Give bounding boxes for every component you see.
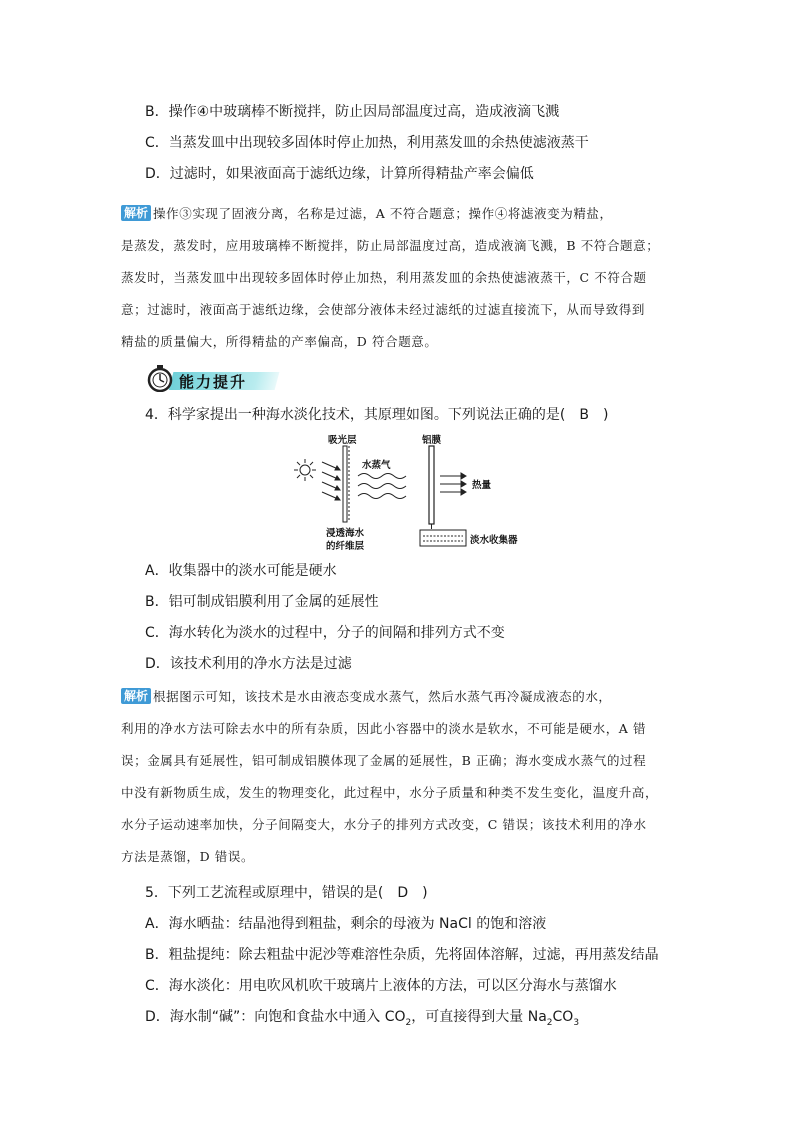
- subscript: 2: [405, 1017, 412, 1028]
- q3-option-c: C．当蒸发皿中出现较多固体时停止加热，利用蒸发皿的余热使滤液蒸干: [145, 135, 589, 151]
- analysis-line: 意；过滤时，液面高于滤纸边缘，会使部分液体未经过滤纸的过滤直接流下，从而导致得到: [121, 302, 646, 317]
- q5-option-b: B．粗盐提纯：除去粗盐中泥沙等难溶性杂质，先将固体溶解，过滤，再用蒸发结晶: [145, 947, 659, 963]
- absorb-layer: [343, 446, 347, 522]
- q4-analysis: [121, 681, 681, 873]
- q4-option-c: C．海水转化为淡水的过程中，分子的间隔和排列方式不变: [145, 625, 505, 641]
- q3-option-d: D．过滤时，如果液面高于滤纸边缘，计算所得精盐产率会偏低: [145, 166, 534, 182]
- subscript: 3: [573, 1017, 580, 1028]
- subscript: 2: [546, 1017, 553, 1028]
- section-title: 能力提升: [179, 373, 248, 391]
- analysis-line: 蒸发时，当蒸发皿中出现较多固体时停止加热，利用蒸发皿的余热使滤液蒸干，C 不符合题: [121, 270, 647, 285]
- q4-option-d: D．该技术利用的净水方法是过滤: [145, 656, 352, 672]
- analysis-line: 误；金属具有延展性，铝可制成铝膜体现了金属的延展性，B 正确；海水变成水蒸气的过程: [121, 753, 647, 768]
- q4-stem: 4．科学家提出一种海水淡化技术，其原理如图。下列说法正确的是( B ): [145, 407, 609, 423]
- aluminum-film: [429, 446, 434, 524]
- analysis-line: 是蒸发，蒸发时，应用玻璃棒不断搅拌，防止局部温度过高，造成液滴飞溅，B 不符合题意；: [121, 238, 660, 253]
- q5-d-text: D．海水制“碱”：向饱和食盐水中通入 CO: [145, 1009, 406, 1025]
- q4-option-b: B．铝可制成铝膜利用了金属的延展性: [145, 594, 379, 610]
- collector-box: [420, 530, 466, 546]
- section-header: [145, 362, 285, 392]
- analysis-line: 方法是蒸馏，D 错误。: [121, 849, 255, 864]
- analysis-badge: 解析: [121, 205, 151, 221]
- analysis-badge: 解析: [121, 688, 151, 704]
- label-collector: 淡水收集器: [470, 535, 518, 546]
- q4-option-a: A．收集器中的淡水可能是硬水: [145, 563, 337, 579]
- label-fiber-layer-1: 浸透海水: [326, 528, 365, 539]
- desalination-figure: [290, 428, 550, 553]
- q5-d-text: CO: [552, 1009, 574, 1025]
- label-fiber-layer-2: 的纤维层: [326, 541, 365, 552]
- analysis-line: 精盐的质量偏大，所得精盐的产率偏高，D 符合题意。: [121, 334, 438, 349]
- stopwatch-icon: [145, 364, 175, 392]
- analysis-text: 操作③实现了固液分离，名称是过滤，A 不符合题意；操作④将滤液变为精盐，: [153, 206, 613, 221]
- q3-analysis: [121, 198, 681, 358]
- analysis-line: [121, 681, 681, 713]
- analysis-text: 根据图示可知，该技术是水由液态变成水蒸气，然后水蒸气再冷凝成液态的水，: [153, 689, 612, 704]
- heat-arrows: [440, 473, 466, 495]
- q5-option-d: [145, 1008, 579, 1032]
- label-absorb-layer: 吸光层: [328, 435, 357, 446]
- analysis-line: 利用的净水方法可除去水中的所有杂质，因此小容器中的淡水是软水，不可能是硬水，A 错: [121, 721, 647, 736]
- analysis-line: 水分子运动速率加快，分子间隔变大，水分子的排列方式改变，C 错误；该技术利用的净水: [121, 817, 647, 832]
- q5-option-a: A．海水晒盐：结晶池得到粗盐，剩余的母液为 NaCl 的饱和溶液: [145, 916, 547, 932]
- label-water-vapor: 水蒸气: [362, 460, 391, 471]
- analysis-line: 中没有新物质生成，发生的物理变化，此过程中，水分子质量和种类不发生变化，温度升高，: [121, 785, 659, 800]
- sun-icon: [294, 459, 316, 481]
- q5-option-c: C．海水淡化：用电吹风机吹干玻璃片上液体的方法，可以区分海水与蒸馏水: [145, 978, 617, 994]
- light-arrows: [322, 462, 340, 500]
- vapor-waves: [358, 474, 406, 499]
- q3-option-b: B．操作④中玻璃棒不断搅拌，防止因局部温度过高，造成液滴飞溅: [145, 104, 560, 120]
- q5-d-text: ，可直接得到大量 Na: [411, 1009, 547, 1025]
- q5-stem: 5．下列工艺流程或原理中，错误的是( D ): [145, 885, 428, 901]
- analysis-line: [121, 198, 681, 230]
- label-aluminum-film: 铝膜: [422, 435, 442, 446]
- label-heat: 热量: [472, 480, 492, 491]
